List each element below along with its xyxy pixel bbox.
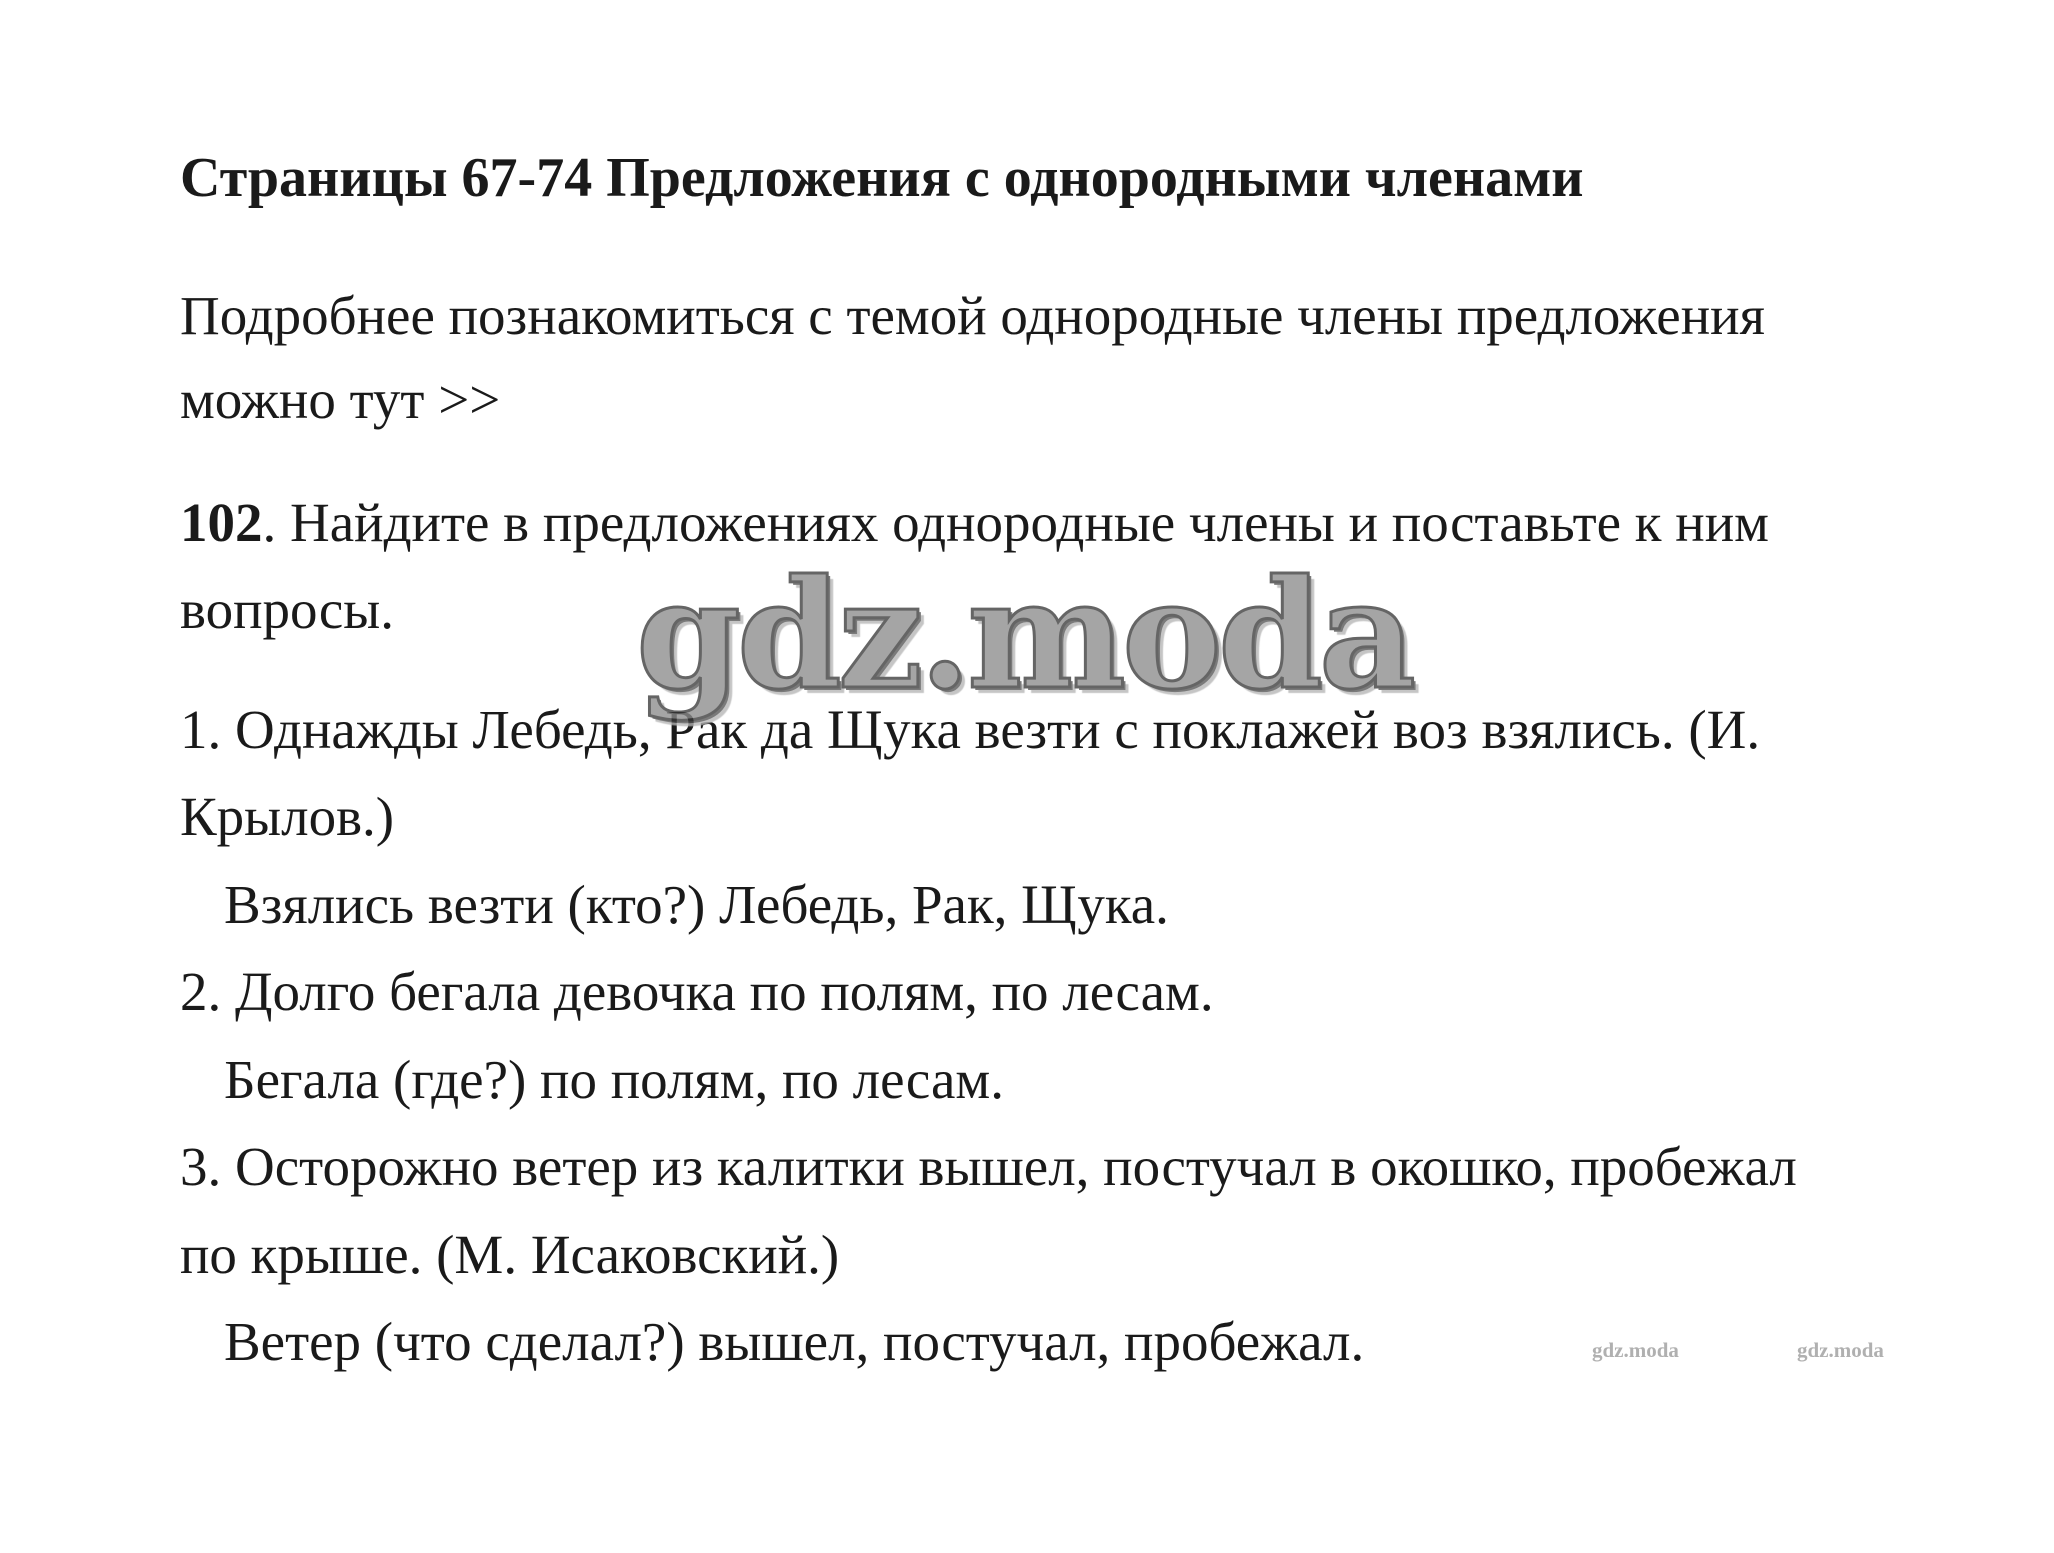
sentence-3-line-1: 3. Осторожно ветер из калитки вышел, постучал в окошко, пробежал [180, 1136, 1797, 1197]
answer-1: Взялись везти (кто?) Лебедь, Рак, Щука. [224, 874, 1169, 935]
exercise-number: 102 [180, 492, 263, 553]
sentence-1-line-1: 1. Однажды Лебедь, Рак да Щука везти с поклажей воз взялись. (И. [180, 699, 1761, 760]
exercise-task-line-2: вопросы. [180, 579, 395, 640]
sentence-2: 2. Долго бегала девочка по полям, по лесам. [180, 961, 1214, 1022]
sentence-1-line-2: Крылов.) [180, 786, 395, 847]
intro-more-link[interactable]: можно тут >> [180, 369, 501, 430]
answer-3: Ветер (что сделал?) вышел, постучал, пробежал. [224, 1311, 1365, 1372]
watermark-main: gdz.moda [636, 547, 1413, 723]
answer-2: Бегала (где?) по полям, по лесам. [224, 1049, 1004, 1110]
intro-line-1: Подробнее познакомиться с темой однородные члены предложения [180, 285, 1765, 346]
watermark-small-left: gdz.moda [1592, 1338, 1679, 1362]
watermark-small-right: gdz.moda [1797, 1338, 1884, 1362]
page-title: Страницы 67-74 Предложения с однородными членами [180, 147, 1584, 209]
exercise-task-line-1: . Найдите в предложениях однородные члены и поставьте к ним [262, 492, 1769, 553]
sentence-3-line-2: по крыше. (М. Исаковский.) [180, 1224, 840, 1285]
